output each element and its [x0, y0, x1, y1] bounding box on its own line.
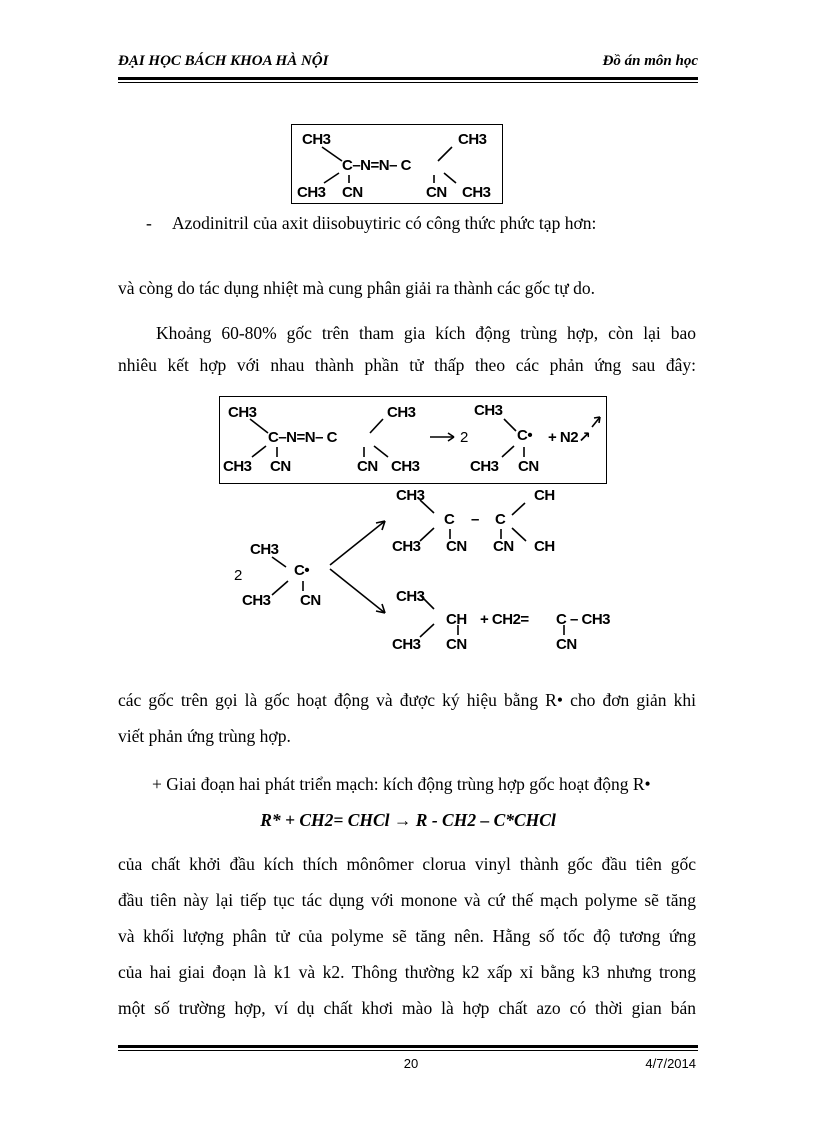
branch-reaction: [220, 485, 640, 660]
b-top-ch3-a: CH3: [396, 487, 425, 504]
paragraph-5-line-4: của hai giai đoạn là k1 và k2. Thông thường k2 xấp xỉ bằng k3 nhưng trong: [118, 962, 696, 982]
b-bot-plus-ch2: + CH2=: [480, 611, 529, 628]
b-bot-c-ch3: C – CH3: [556, 611, 611, 628]
b-top-dash: –: [471, 511, 479, 528]
b-top-ch-b: CH: [534, 538, 555, 555]
b-bot-cn-a: CN: [446, 636, 467, 653]
f1-ch3-a: [302, 132, 331, 147]
r-ch3-e: CH3: [474, 402, 503, 419]
paragraph-2-line-2: nhiêu kết hợp với nhau thành phần tử thấp theo các phản ứng sau đây:: [118, 355, 696, 375]
b-top-ch-a: CH: [534, 487, 555, 504]
f1-cn-a: CN: [342, 184, 363, 201]
r-radical: C•: [517, 427, 533, 444]
b-coef: 2: [234, 567, 242, 584]
f1-ch3-a-text: CH3: [302, 131, 331, 148]
f1-ch3-b: [458, 132, 487, 147]
paragraph-1: và còng do tác dụng nhiệt mà cung phân giải ra thành các gốc tự do.: [118, 278, 595, 298]
b-top-cn-b: CN: [493, 538, 514, 555]
b-bot-cn-b: CN: [556, 636, 577, 653]
branch-bonds: [220, 485, 640, 660]
b-top-cn-a: CN: [446, 538, 467, 555]
r-coef: 2: [460, 429, 468, 446]
bullet-text: Azodinitril của axit diisobuytiric có công thức phức tạp hơn:: [172, 213, 597, 233]
paragraph-2-line-1: Khoảng 60-80% gốc trên tham gia kích động trùng hợp, còn lại bao: [156, 323, 696, 343]
paragraph-5-line-2: đầu tiên này lại tiếp tục tác dụng với monone và cứ thế mạch polyme sẽ tăng: [118, 890, 696, 910]
header-rule-thin: [118, 82, 698, 83]
f1-ch3-b-text: CH3: [458, 131, 487, 148]
header-title: ĐẠI HỌC BÁCH KHOA HÀ NỘI: [118, 53, 329, 69]
footer-rule-thick: [118, 1045, 698, 1048]
f1-ch3-d: CH3: [462, 184, 491, 201]
b-ch3-b: CH3: [242, 592, 271, 609]
r-ch3-b: CH3: [387, 404, 416, 421]
b-ch3-a: CH3: [250, 541, 279, 558]
page-number: 20: [403, 1056, 419, 1071]
b-radical: C•: [294, 562, 310, 579]
f1-ch3-c: CH3: [297, 184, 326, 201]
header-subtitle: Đồ án môn học: [602, 53, 698, 69]
equation: R* + CH2= CHCl → R - CH2 – C*CHCl: [260, 810, 556, 830]
paragraph-5-line-3: và khối lượng phân tử của polyme sẽ tăng nên. Hằng số tốc độ tương ứng: [118, 926, 696, 946]
bullet-marker: -: [146, 213, 152, 233]
r-cn-a: CN: [270, 458, 291, 475]
b-bot-ch: CH: [446, 611, 467, 628]
reaction-box: [219, 396, 607, 484]
paragraph-4: + Giai đoạn hai phát triển mạch: kích động trùng hợp gốc hoạt động R•: [152, 774, 651, 794]
b-top-ch3-b: CH3: [392, 538, 421, 555]
paragraph-3-line-2: viết phản ứng trùng hợp.: [118, 726, 291, 746]
f1-center: C–N=N– C: [342, 157, 411, 174]
b-bot-ch3-a: CH3: [396, 588, 425, 605]
b-top-c-a: C: [444, 511, 455, 528]
paragraph-5-line-1: của chất khởi đầu kích thích mônômer clorua vinyl thành gốc đầu tiên gốc: [118, 854, 696, 874]
r-cn-c: CN: [518, 458, 539, 475]
b-bot-ch3-b: CH3: [392, 636, 421, 653]
r-plus-n2: + N2↗: [548, 429, 591, 446]
r-ch3-f: CH3: [470, 458, 499, 475]
paragraph-5-line-5: một số trường hợp, ví dụ chất khơi mào là hợp chất azo có thời gian bán: [118, 998, 696, 1018]
f1-cn-b: CN: [426, 184, 447, 201]
r-ch3-d: CH3: [391, 458, 420, 475]
footer-date: 4/7/2014: [645, 1056, 696, 1071]
r-ch3-c: CH3: [223, 458, 252, 475]
footer-rule-thin: [118, 1050, 698, 1051]
r-center: C–N=N– C: [268, 429, 337, 446]
formula-box-1: [291, 124, 503, 204]
b-cn-a: CN: [300, 592, 321, 609]
r-ch3-a: CH3: [228, 404, 257, 421]
header-rule-thick: [118, 77, 698, 80]
paragraph-3-line-1: các gốc trên gọi là gốc hoạt động và được ký hiệu bằng R• cho đơn giản khi: [118, 690, 696, 710]
r-cn-b: CN: [357, 458, 378, 475]
b-top-c-b: C: [495, 511, 506, 528]
